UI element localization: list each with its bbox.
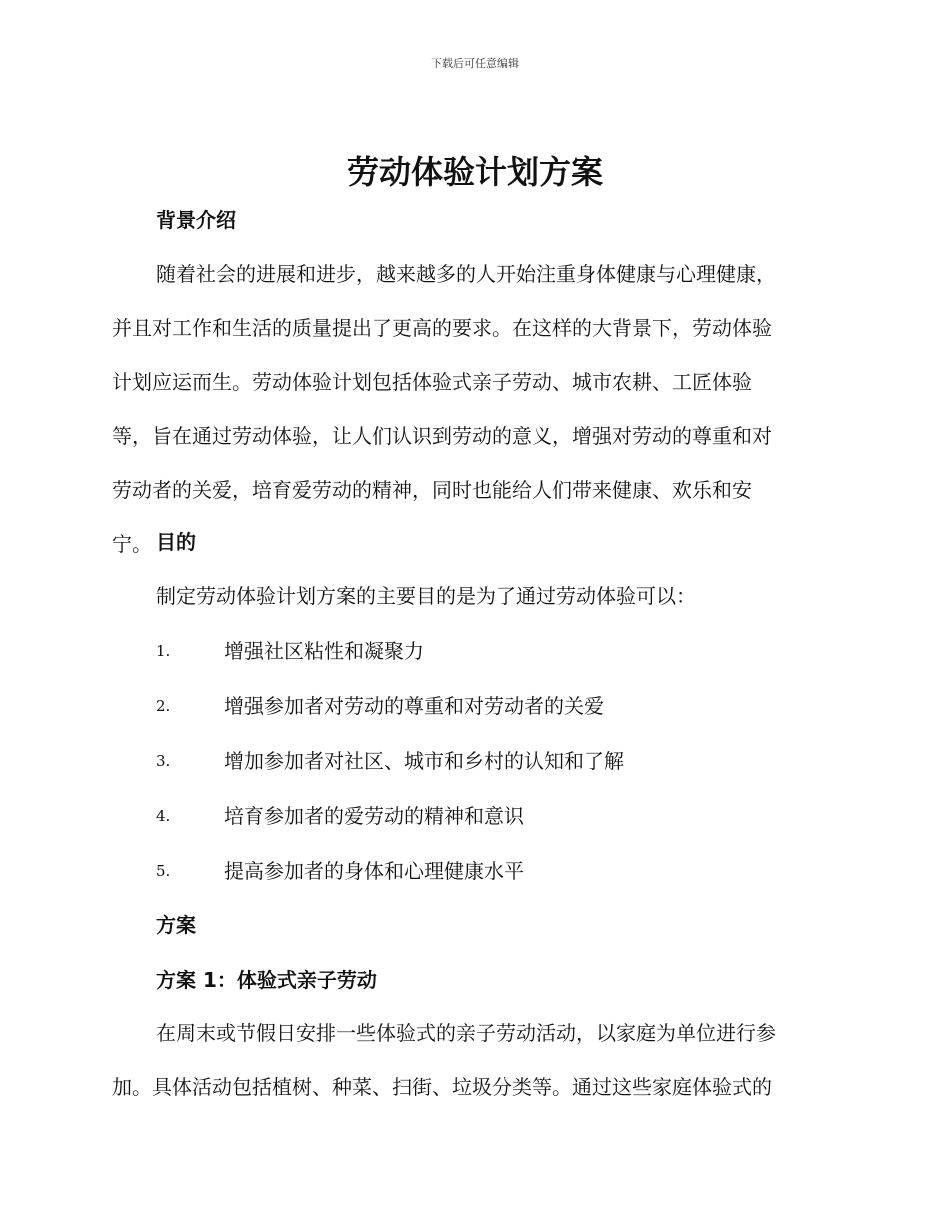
list-item-number: 2. — [156, 697, 171, 715]
list-item-text: 培育参加者的爱劳动的精神和意识 — [224, 804, 524, 828]
paragraph-line: 劳动者的关爱，培育爱劳动的精神，同时也能给人们带来健康、欢乐和安 — [112, 478, 752, 502]
list-item-text: 增加参加者对社区、城市和乡村的认知和了解 — [224, 749, 624, 773]
section-heading-background: 背景介绍 — [156, 208, 236, 232]
purpose-intro: 制定劳动体验计划方案的主要目的是为了通过劳动体验可以： — [156, 584, 696, 608]
paragraph-line: 在周末或节假日安排一些体验式的亲子劳动活动，以家庭为单位进行参 — [156, 1021, 776, 1045]
paragraph-line: 随着社会的进展和进步，越来越多的人开始注重身体健康与心理健康， — [156, 262, 776, 286]
paragraph-line: 并且对工作和生活的质量提出了更高的要求。在这样的大背景下，劳动体验 — [112, 316, 772, 340]
page-header-note: 下载后可任意编辑 — [431, 57, 519, 70]
list-item-text: 增强参加者对劳动的尊重和对劳动者的关爱 — [224, 694, 604, 718]
section-heading-plan: 方案 — [156, 913, 196, 937]
list-item-text: 增强社区粘性和凝聚力 — [224, 639, 424, 663]
paragraph-line: 宁。 — [112, 532, 152, 556]
paragraph-line: 计划应运而生。劳动体验计划包括体验式亲子劳动、城市农耕、工匠体验 — [112, 370, 752, 394]
paragraph-line: 加。具体活动包括植树、种菜、扫街、垃圾分类等。通过这些家庭体验式的 — [112, 1075, 772, 1099]
paragraph-line: 等，旨在通过劳动体验，让人们认识到劳动的意义，增强对劳动的尊重和对 — [112, 424, 772, 448]
list-item-number: 3. — [156, 752, 171, 770]
list-item-number: 5. — [156, 862, 171, 880]
plan-sub-heading: 方案 1：体验式亲子劳动 — [156, 968, 377, 992]
section-heading-purpose: 目的 — [156, 530, 196, 554]
list-item-number: 1. — [156, 642, 171, 660]
list-item-text: 提高参加者的身体和心理健康水平 — [224, 859, 524, 883]
document-title: 劳动体验计划方案 — [346, 153, 603, 191]
list-item-number: 4. — [156, 807, 171, 825]
